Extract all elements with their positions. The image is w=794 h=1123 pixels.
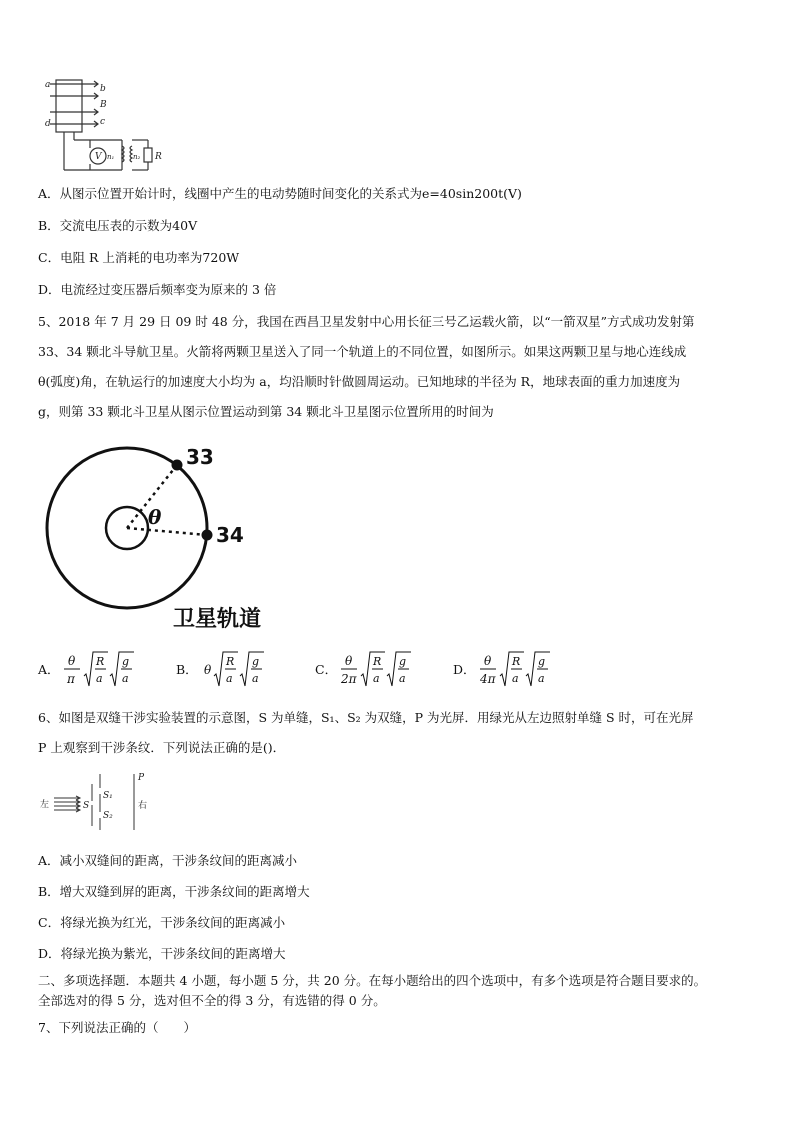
double-slit-figure <box>38 768 168 834</box>
numerator-g: g <box>399 655 407 668</box>
q6-text-line-2: P 上观察到干涉条纹．下列说法正确的是()． <box>38 740 286 755</box>
numerator-R: R <box>225 655 234 668</box>
option-letter: A． <box>38 662 60 677</box>
theta-symbol: θ <box>67 654 75 668</box>
q5-option-a <box>38 646 152 692</box>
slit-s1-label: S₁ <box>103 791 113 801</box>
theta-symbol: θ <box>483 654 491 668</box>
slit-s-label: S <box>83 801 90 811</box>
label-d: d <box>45 119 51 129</box>
q6-option-b: B．增大双缝到屏的距离，干涉条纹间的距离增大 <box>38 884 310 899</box>
formula <box>476 646 568 692</box>
label-R: R <box>155 152 162 162</box>
label-a: a <box>45 80 51 90</box>
denominator-a: a <box>537 672 545 685</box>
numerator-R: R <box>95 655 104 668</box>
slit-s2-label: S₂ <box>103 811 113 821</box>
label-c: c <box>100 117 106 127</box>
denominator-a: a <box>511 672 519 685</box>
formula <box>337 646 429 692</box>
q4-option-a: A．从图示位置开始计时，线圈中产生的电动势随时间变化的关系式为e=40sin200t(V) <box>38 186 522 201</box>
option-letter: D． <box>453 662 476 677</box>
numerator-g: g <box>537 655 545 668</box>
q5-option-c <box>315 646 429 692</box>
denominator-a: a <box>251 672 259 685</box>
q5-text-line-2: 33、34 颗北斗导航卫星。火箭将两颗卫星送入了同一个轨道上的不同位置，如图所示。如果这两颗卫星与地心连线成 <box>38 344 687 359</box>
denominator-a: a <box>121 672 129 685</box>
q4-option-b: B．交流电压表的示数为40V <box>38 218 198 233</box>
denominator-a: a <box>399 672 406 685</box>
numerator-g: g <box>251 655 259 668</box>
angle-theta-label: θ <box>148 505 162 529</box>
q5-text-line-3: θ(弧度)角，在轨运行的加速度大小均为 a，均沿顺时针做圆周运动。已知地球的半径为 R，地球表面的重力加速度为 <box>38 374 681 389</box>
satellite-34-dot <box>202 530 213 541</box>
theta-symbol: θ <box>203 663 211 677</box>
formula <box>60 646 152 692</box>
section2-line-2: 全部选对的得 5 分，选对但不全的得 3 分，有选错的得 0 分。 <box>38 993 386 1008</box>
satellite-33-label: 33 <box>186 445 214 469</box>
q5-text-line-4: g，则第 33 颗北斗卫星从图示位置运动到第 34 颗北斗卫星图示位置所用的时间为 <box>38 404 494 419</box>
q5-option-b <box>176 646 290 692</box>
q4-option-c: C．电阻 R 上消耗的电功率为720W <box>38 250 240 265</box>
formula <box>198 646 290 692</box>
denominator-a: a <box>95 672 103 685</box>
label-n2: n₂ <box>133 153 141 161</box>
section2-line-1: 二、多项选择题．本题共 4 小题，每小题 5 分，共 20 分。在每小题给出的四个选项中，有多个选项是符合题目要求的。 <box>38 973 707 988</box>
denominator-a: a <box>373 672 380 685</box>
numerator-R: R <box>373 655 382 668</box>
q6-text-line-1: 6、如图是双缝干涉实验装置的示意图，S 为单缝，S₁、S₂ 为双缝，P 为光屏．用绿光从左边照射单缝 S 时，可在光屏 <box>38 710 694 725</box>
coefficient: 2π <box>341 672 357 686</box>
q6-option-c: C．将绿光换为红光，干涉条纹间的距离减小 <box>38 915 286 930</box>
satellite-33-dot <box>172 460 183 471</box>
label-b: b <box>100 84 106 94</box>
satellite-orbit-figure <box>40 440 290 640</box>
right-label: 右 <box>138 801 148 811</box>
q7-text: 7、下列说法正确的（ ） <box>38 1020 196 1035</box>
satellite-34-label: 34 <box>216 523 244 547</box>
orbit-caption: 卫星轨道 <box>173 607 262 632</box>
generator-circuit-figure <box>40 74 170 174</box>
option-letter: B． <box>176 662 198 677</box>
denominator-a: a <box>225 672 233 685</box>
coefficient: π <box>66 672 75 686</box>
q5-text-line-1: 5、2018 年 7 月 29 日 09 时 48 分，我国在西昌卫星发射中心用长征三号乙运载火箭，以“一箭双星”方式成功发射第 <box>38 314 695 329</box>
label-B: B <box>100 100 107 110</box>
numerator-g: g <box>121 655 129 668</box>
theta-symbol: θ <box>345 654 353 668</box>
coefficient: 4π <box>479 672 496 686</box>
q5-option-d <box>453 646 568 692</box>
q6-option-a: A．减小双缝间的距离，干涉条纹间的距离减小 <box>38 853 298 868</box>
label-n1: n₁ <box>107 153 115 161</box>
label-V: V <box>95 152 102 162</box>
option-letter: C． <box>315 662 338 677</box>
q6-option-d: D．将绿光换为紫光，干涉条纹间的距离增大 <box>38 946 286 961</box>
numerator-R: R <box>511 655 520 668</box>
q4-option-d: D．电流经过变压器后频率变为原来的 3 倍 <box>38 282 277 297</box>
left-label: 左 <box>40 800 50 810</box>
screen-p-label: P <box>138 773 145 783</box>
